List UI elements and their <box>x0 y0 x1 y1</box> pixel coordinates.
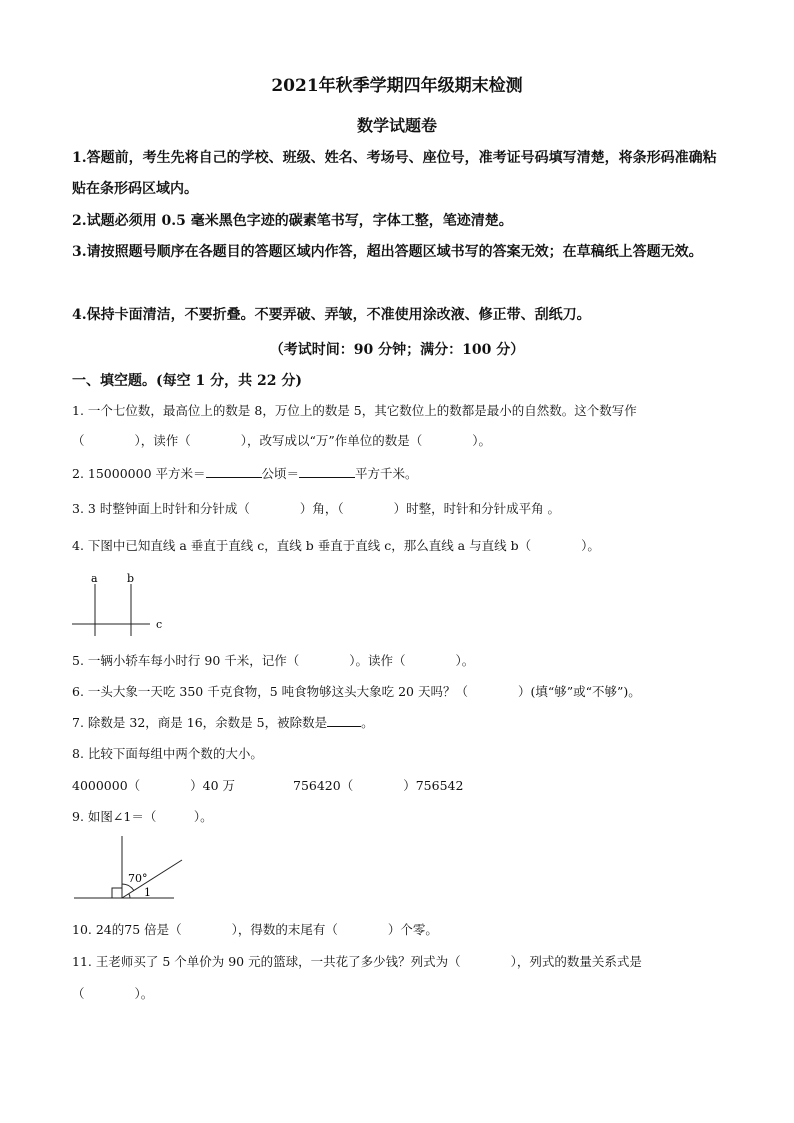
label-a: a <box>91 572 98 585</box>
figure-parallel-lines <box>68 570 178 640</box>
angle-arc-1 <box>129 894 130 898</box>
question-2 <box>72 464 418 482</box>
question-4: 4. 下图中已知直线 a 垂直于直线 c，直线 b 垂直于直线 c，那么直线 a 与直线 b（ ）。 <box>72 538 600 553</box>
question-2-part-b: 公顷＝ <box>261 466 300 481</box>
page-subtitle: 数学试题卷 <box>356 116 437 135</box>
answer-blank[interactable] <box>299 465 355 478</box>
label-b: b <box>127 572 135 585</box>
question-8-compare-b: 756420（ ）756542 <box>293 778 464 793</box>
question-2-part-a: 2. 15000000 平方米＝ <box>72 466 206 481</box>
question-7 <box>72 713 374 731</box>
angle-70-label: 70° <box>128 872 148 885</box>
section-title: 一、填空题。(每空 1 分，共 22 分) <box>72 373 302 389</box>
question-9: 9. 如图∠1＝（ ）。 <box>72 809 213 824</box>
question-7-text: 7. 除数是 32，商是 16，余数是 5，被除数是 <box>72 715 328 730</box>
instruction-4: 4.保持卡面清洁，不要折叠。不要弄破、弄皱，不准使用涂改液、修正带、刮纸刀。 <box>72 307 591 323</box>
instruction-2: 2.试题必须用 0.5 毫米黑色字迹的碳素笔书写，字体工整，笔迹清楚。 <box>72 213 513 229</box>
question-10: 10. 24的75 倍是（ ），得数的末尾有（ ）个零。 <box>72 922 438 937</box>
figure-angle <box>70 832 200 904</box>
question-1-line-1: 1. 一个七位数，最高位上的数是 8，万位上的数是 5，其它数位上的数都是最小的自然数。这个数写作 <box>72 403 637 418</box>
answer-blank[interactable] <box>327 714 361 727</box>
question-7-end: 。 <box>361 715 374 730</box>
question-3: 3. 3 时整钟面上时针和分针成（ ）角，（ ）时整，时针和分针成平角 。 <box>72 501 561 516</box>
label-c: c <box>156 618 163 631</box>
angle-1-label: 1 <box>144 886 151 899</box>
page-title: 2021年秋季学期四年级期末检测 <box>271 76 523 96</box>
right-angle-mark <box>112 888 122 898</box>
question-8: 8. 比较下面每组中两个数的大小。 <box>72 746 263 761</box>
question-5: 5. 一辆小轿车每小时行 90 千米，记作（ ）。读作（ ）。 <box>72 653 475 668</box>
exam-info: （考试时间：90 分钟；满分：100 分） <box>269 342 525 358</box>
answer-blank[interactable] <box>206 465 262 478</box>
question-11-line-2: （ ）。 <box>72 986 154 1001</box>
instruction-1: 1.答题前，考生先将自己的学校、班级、姓名、考场号、座位号，准考证号码填写清楚，将条形码准确粘贴在条形码区域内。 <box>72 150 717 197</box>
question-8-compare-a: 4000000（ ）40 万 <box>72 778 236 793</box>
question-1-line-2: （ ），读作（ ），改写成以“万”作单位的数是（ ）。 <box>72 433 492 448</box>
question-11-line-1: 11. 王老师买了 5 个单价为 90 元的篮球，一共花了多少钱？列式为（ ），列式的数量关系式是 <box>72 954 642 969</box>
instruction-3: 3.请按照题号顺序在各题目的答题区域内作答，超出答题区域书写的答案无效；在草稿纸上答题无效。 <box>72 244 703 260</box>
question-6: 6. 一头大象一天吃 350 千克食物，5 吨食物够这头大象吃 20 天吗？（ ）(填“够”或“不够”)。 <box>72 684 641 699</box>
question-2-part-c: 平方千米。 <box>355 466 418 481</box>
